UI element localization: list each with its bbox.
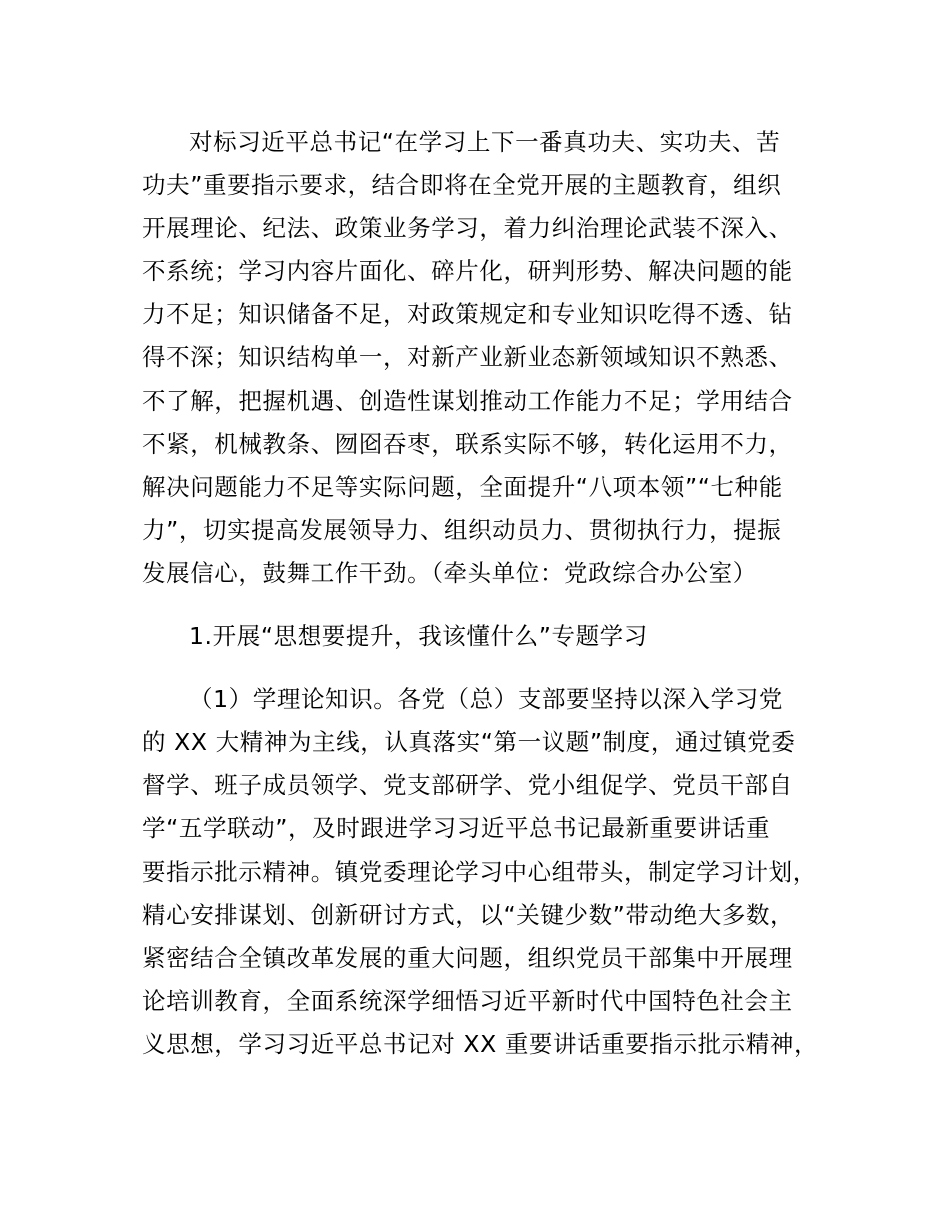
text-line: 功夫”重要指示要求，结合即将在全党开展的主题教育，组织 (142, 171, 782, 200)
text-line: 得不深；知识结构单一，对新产业新业态新领域知识不熟悉、 (142, 343, 793, 372)
text-line: 要指示批示精神。镇党委理论学习中心组带头，制定学习计划， (142, 857, 817, 886)
paragraph-intro (142, 121, 832, 595)
paragraph-theory-study (142, 678, 832, 1066)
text-line: 对标习近平总书记“在学习上下一番真功夫、实功夫、苦 (189, 128, 781, 156)
text-line: （1）学理论知识。各党（总）支部要坚持以深入学习党 (189, 685, 783, 714)
text-line: 力不足；知识储备不足，对政策规定和专业知识吃得不透、钻 (142, 300, 793, 329)
text-line: 开展理论、纪法、政策业务学习，着力纠治理论武装不深入、 (142, 214, 793, 243)
text-line: 紧密结合全镇改革发展的重大问题，组织党员干部集中开展理 (142, 943, 793, 972)
text-line: 力”，切实提高发展领导力、组织动员力、贯彻执行力，提振 (142, 515, 782, 544)
document-body (142, 121, 832, 1066)
text-line: 不系统；学习内容片面化、碎片化，研判形势、解决问题的能 (142, 257, 793, 286)
text-line: 精心安排谋划、创新研讨方式，以“关键少数”带动绝大多数， (142, 900, 795, 929)
text-line: 督学、班子成员领学、党支部研学、党小组促学、党员干部自 (142, 771, 793, 800)
section-heading: 1.开展“思想要提升，我该懂什么”专题学习 (189, 622, 648, 651)
text-line: 不紧，机械教条、囫囵吞枣，联系实际不够，转化运用不力， (142, 429, 793, 458)
text-line: 不了解，把握机遇、创造性谋划推动工作能力不足；学用结合 (142, 386, 793, 415)
text-line: 义思想，学习习近平总书记对 XX 重要讲话重要指示批示精神， (142, 1029, 819, 1058)
text-line: 解决问题能力不足等实际问题，全面提升“八项本领”“七种能 (142, 472, 783, 501)
text-line: 论培训教育，全面系统深学细悟习近平新时代中国特色社会主 (142, 986, 793, 1015)
text-line: 的 XX 大精神为主线，认真落实“第一议题”制度，通过镇党委 (142, 728, 796, 757)
text-line: 发展信心，鼓舞工作干劲。（牵头单位：党政综合办公室） (142, 558, 757, 587)
text-line: 学“五学联动”，及时跟进学习习近平总书记最新重要讲话重 (142, 814, 771, 843)
